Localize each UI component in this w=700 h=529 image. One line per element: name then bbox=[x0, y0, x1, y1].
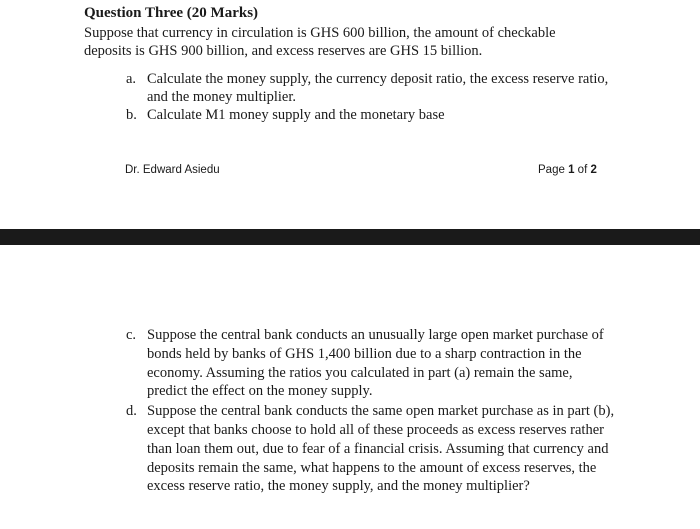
page-current: 1 bbox=[568, 164, 575, 176]
page-of: of bbox=[577, 164, 588, 176]
subquestion-text: Calculate the money supply, the currency deposit ratio, the excess reserve ratio, and the money multiplier. bbox=[147, 71, 609, 105]
page-word: Page bbox=[538, 164, 565, 176]
subquestion-a bbox=[126, 70, 616, 106]
subquestion-marker: c. bbox=[126, 327, 137, 343]
page-total: 2 bbox=[590, 164, 597, 176]
subquestion-list bbox=[126, 326, 616, 496]
subquestion-list bbox=[126, 70, 616, 124]
subquestion-c bbox=[126, 326, 616, 401]
footer-author: Dr. Edward Asiedu bbox=[125, 164, 220, 176]
subquestion-b bbox=[126, 106, 616, 124]
question-title: Question Three (20 Marks) bbox=[84, 5, 259, 21]
subquestion-text: Suppose the central bank conducts the same open market purchase as in part (b), except that banks choose to hold all of these proceeds as excess reserves rather than loan them out, due to fear of a financial crisis. Assuming that currency and deposits remain the same, what happens to the amount of excess reserves, the excess reserve ratio, the money supply, and the money multiplier? bbox=[147, 403, 615, 495]
subquestion-text: Suppose the central bank conducts an unusually large open market purchase of bonds held by banks of GHS 1,400 billion due to a sharp contraction in the economy. Assuming the ratios you calculated in part (a) remain the same, predict the effect on the money supply. bbox=[147, 327, 604, 400]
footer-page-number bbox=[538, 164, 597, 176]
subquestion-text: Calculate M1 money supply and the monetary base bbox=[147, 107, 445, 123]
document-page-1 bbox=[0, 0, 700, 229]
subquestion-d bbox=[126, 402, 616, 496]
subquestion-marker: b. bbox=[126, 107, 137, 123]
subquestion-marker: d. bbox=[126, 403, 137, 420]
subquestion-marker: a. bbox=[126, 71, 137, 87]
document-page-2 bbox=[0, 245, 700, 529]
question-intro: Suppose that currency in circulation is GHS 600 billion, the amount of checkable deposits is GHS 900 billion, and excess reserves are GHS 15 billion. bbox=[84, 25, 556, 59]
